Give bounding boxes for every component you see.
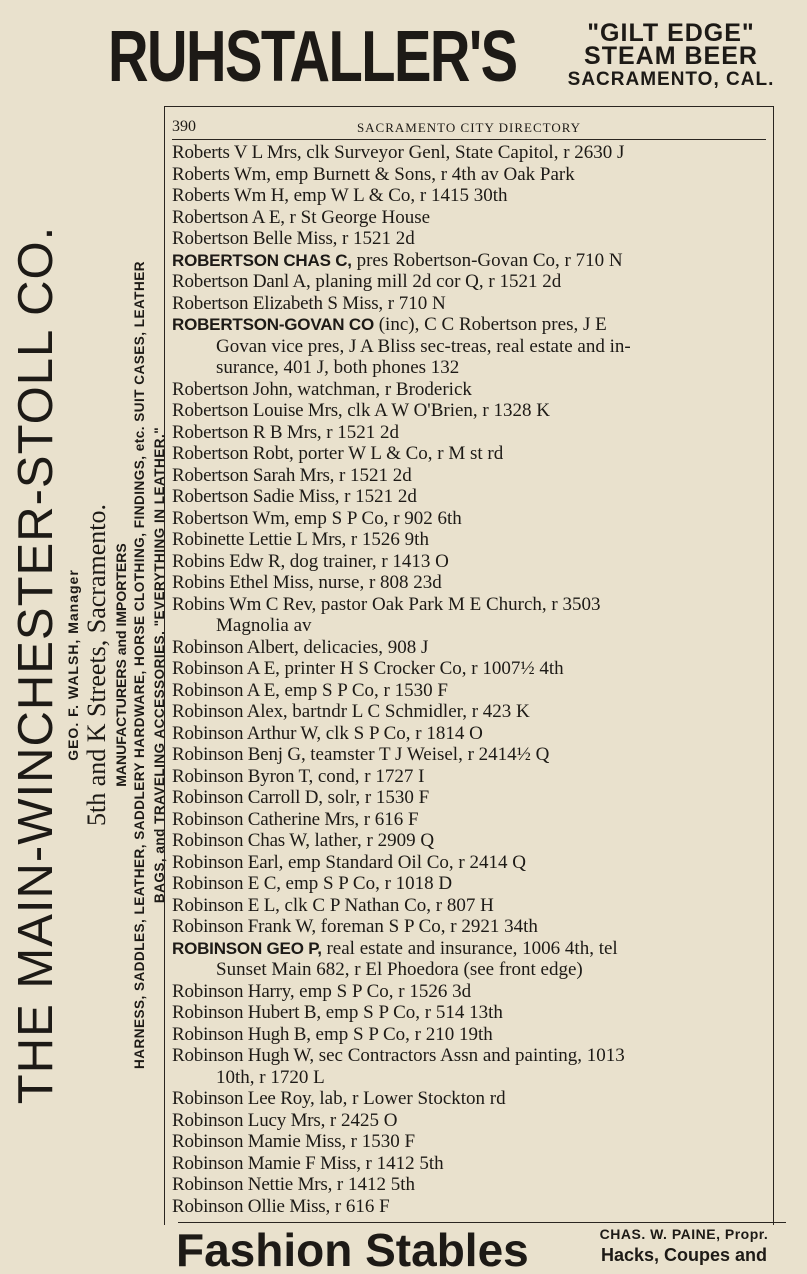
side-ad-goods-2: BAGS, and TRAVELING ACCESSORIES. "EVERYTHING IN LEATHER." [152,426,167,904]
directory-entry [172,1024,772,1046]
entry-details: r 1412 5th [336,1174,415,1195]
entry-details: pres Robertson-Govan Co, r 710 N [356,249,623,271]
entry-details: emp S P Co, r 210 19th [315,1023,493,1045]
bottom-ad-services: Hacks, Coupes and [600,1245,768,1265]
entry-first-line [172,1110,772,1132]
entry-details: r 1521 2d [326,421,400,443]
entry-name: Robertson Louise Mrs, [172,400,343,421]
directory-entry [172,207,772,229]
entry-details: lab, r Lower Stockton rd [319,1088,506,1109]
side-advertisement [0,90,170,1240]
entry-first-line [172,422,772,444]
entry-name: Robertson Danl A, [172,271,311,292]
entry-name: Robinson E L, [172,894,280,916]
directory-entry [172,766,772,788]
directory-entry [172,852,772,874]
entry-name: Robertson Elizabeth S Miss, [172,292,383,314]
entry-details: r 1521 2d [341,228,415,249]
directory-entry [172,1153,772,1175]
entry-first-line [172,637,772,659]
entry-details: r 616 F [334,1195,390,1217]
entry-name: Robinson Frank W, [172,916,316,937]
entry-details: real estate and insurance, 1006 4th, tel [326,937,618,959]
entry-name: Robertson R B Mrs, [172,421,322,443]
entry-details: foreman S P Co, r 2921 34th [320,916,538,937]
entry-first-line [172,400,772,422]
entry-name: Robinson Earl, [172,851,284,873]
directory-entry [172,486,772,508]
entry-first-line [172,895,772,917]
entry-first-line [172,723,772,745]
entry-first-line [172,142,772,164]
directory-entry [172,1045,772,1088]
entry-details: pastor Oak Park M E Church, r 3503 [320,593,601,615]
entry-first-line [172,508,772,530]
entry-first-line [172,766,772,788]
entry-first-line [172,1024,772,1046]
directory-entry [172,938,772,981]
entry-details: clk C P Nathan Co, r 807 H [284,894,494,916]
entry-details: r 710 N [387,292,446,314]
top-ad-slogan [540,19,802,96]
entry-first-line [172,1196,772,1218]
entry-first-line [172,594,772,616]
entry-name: ROBERTSON-GOVAN CO [172,315,374,334]
bottom-ad-details [566,1225,802,1270]
side-ad-address: 5th and K Streets, Sacramento. [82,503,111,827]
entry-name: Robinson Albert, [172,636,299,658]
entry-name: Robertson John, [172,378,293,400]
directory-entry [172,551,772,573]
entry-first-line [172,271,772,293]
directory-entry [172,981,772,1003]
directory-entry [172,271,772,293]
directory-entry [172,1131,772,1153]
side-ad-manager: GEO. F. WALSH, Manager [65,569,81,761]
directory-entry [172,422,772,444]
entry-details: teamster T J Weisel, r 2414½ Q [310,744,550,765]
entry-first-line [172,744,772,766]
entry-name: Roberts Wm H, [172,185,289,206]
entry-name: Robinson Ollie Miss, [172,1195,331,1217]
side-ad-goods-1: HARNESS, SADDLES, LEATHER, SADDLERY HARDWARE, HORSE CLOTHING, FINDINGS, etc. SUIT CASES, LEATHER [132,260,147,1070]
entry-name: Robinson Catherine Mrs, [172,808,359,830]
entry-details: emp S P Co, r 1526 3d [299,980,472,1002]
entry-first-line [172,916,772,938]
directory-entry [172,293,772,315]
bottom-divider [178,1222,786,1223]
directory-entry [172,637,772,659]
entry-first-line [172,809,772,831]
entry-name: Roberts Wm, [172,163,271,185]
entry-name: Robinson Hubert B, [172,1002,321,1023]
bottom-ad-name: Fashion Stables [176,1226,529,1274]
directory-entry [172,1110,772,1132]
entry-name: Robinette Lettie L Mrs, [172,529,347,550]
directory-entry [172,508,772,530]
directory-entry [172,1088,772,1110]
directory-entry [172,228,772,250]
directory-entry [172,873,772,895]
entry-name: Robertson Sarah Mrs, [172,464,335,486]
directory-entry [172,658,772,680]
entry-name: Robins Ethel Miss, [172,572,314,593]
directory-entry [172,809,772,831]
directory-entry [172,142,772,164]
directory-entry [172,185,772,207]
entry-continuation: Magnolia av [216,615,312,636]
entry-first-line [172,379,772,401]
directory-entry [172,895,772,917]
directory-listing [172,142,772,1217]
entry-first-line [172,852,772,874]
entry-first-line [172,701,772,723]
entry-name: Robertson Sadie Miss, [172,486,340,507]
entry-details: emp S P Co, r 1530 F [284,679,448,701]
entry-details: r 1530 F [350,1131,416,1152]
entry-first-line [172,680,772,702]
side-ad-company: THE MAIN-WINCHESTER-STOLL CO. [9,225,63,1105]
directory-entry [172,250,772,272]
directory-entry [172,443,772,465]
directory-entry [172,1002,772,1024]
entry-name: Robinson E C, [172,873,281,894]
directory-entry [172,830,772,852]
entry-name: Robinson Harry, [172,980,295,1002]
entry-name: Robinson Byron T, [172,765,314,787]
entry-first-line [172,873,772,895]
entry-name: Robinson Arthur W, [172,722,321,744]
directory-entry [172,701,772,723]
directory-entry [172,916,772,938]
entry-name: Robinson Nettie Mrs, [172,1174,333,1195]
entry-details: emp Standard Oil Co, r 2414 Q [287,851,526,873]
entry-name: Robinson Benj G, [172,744,306,765]
entry-details: nurse, r 808 23d [318,572,442,593]
entry-first-line [172,658,772,680]
directory-entry [172,744,772,766]
entry-name: Robinson A E, [172,658,280,679]
entry-name: Robinson Lee Roy, [172,1088,315,1109]
entry-name: Robinson Alex, [172,701,288,722]
entry-first-line [172,981,772,1003]
entry-name: Robinson A E, [172,679,280,701]
directory-entry [172,680,772,702]
entry-first-line [172,293,772,315]
entry-continuation: surance, 401 J, both phones 132 [216,357,460,378]
entry-name: Robinson Carroll D, [172,787,323,808]
entry-details: solr, r 1530 F [327,787,430,808]
entry-details: r 1412 5th [365,1152,444,1174]
directory-entry [172,164,772,186]
directory-entry [172,787,772,809]
entry-details: emp S P Co, r 902 6th [294,507,462,529]
top-ad-line-2: STEAM BEER [584,42,758,70]
entry-first-line [172,185,772,207]
entry-name: Robinson Lucy Mrs, [172,1109,326,1131]
entry-name: Robinson Chas W, [172,830,310,851]
entry-details: r 1526 9th [350,529,429,550]
directory-entry [172,379,772,401]
entry-details: r 1521 2d [338,464,412,486]
entry-continuation: 10th, r 1720 L [216,1066,325,1088]
entry-name: Robinson Hugh B, [172,1023,311,1045]
page-header [172,117,766,140]
entry-first-line [172,551,772,573]
bottom-ad-proprietor: CHAS. W. PAINE, Propr. [599,1226,769,1242]
directory-entry [172,465,772,487]
entry-name: Robertson Wm, [172,507,290,529]
entry-details: watchman, r Broderick [297,378,472,400]
entry-details: cond, r 1727 I [317,765,425,787]
entry-name: Robinson Hugh W, [172,1045,314,1066]
top-ad-line-1: "GILT EDGE" [587,19,755,47]
entry-name: Robins Edw R, [172,550,285,572]
entry-details: clk Surveyor Genl, State Capitol, r 2630 J [306,142,625,163]
entry-name: Robinson Mamie F Miss, [172,1152,361,1174]
entry-first-line [172,164,772,186]
entry-name: ROBERTSON CHAS C, [172,250,352,270]
entry-details: r 2425 O [329,1109,398,1131]
entry-details: lather, r 2909 Q [314,830,435,851]
entry-first-line [172,443,772,465]
entry-continuation: Govan vice pres, J A Bliss sec-treas, real estate and in- [216,335,631,357]
running-head: SACRAMENTO CITY DIRECTORY [356,120,582,135]
directory-entry [172,594,772,637]
entry-name: Robinson Mamie Miss, [172,1131,346,1152]
entry-first-line [172,1131,772,1153]
entry-first-line [172,314,772,336]
entry-details: dog trainer, r 1413 O [289,550,449,572]
entry-name: Robertson Robt, [172,443,294,464]
directory-entry [172,314,772,379]
entry-details: porter W L & Co, r M st rd [298,443,504,464]
entry-details: clk A W O'Brien, r 1328 K [347,400,550,421]
page-number: 390 [172,118,196,135]
entry-details: r 1521 2d [344,486,417,507]
entry-details: printer H S Crocker Co, r 1007½ 4th [284,658,564,679]
entry-continuation: Sunset Main 682, r El Phoedora (see front edge) [216,959,583,980]
entry-details: clk S P Co, r 1814 O [325,722,483,744]
side-ad-tagline: MANUFACTURERS and IMPORTERS [113,543,129,787]
entry-first-line [172,486,772,508]
entry-details: r 616 F [363,808,419,830]
top-ad-brand: RUHSTALLER'S [108,17,517,97]
entry-details: sec Contractors Assn and painting, 1013 [318,1045,625,1066]
entry-details: (inc), C C Robertson pres, J E [378,314,607,335]
entry-first-line [172,250,772,272]
entry-details: emp S P Co, r 1018 D [285,873,453,894]
directory-entry [172,529,772,551]
entry-first-line [172,465,772,487]
entry-details: emp S P Co, r 514 13th [325,1002,503,1023]
entry-first-line [172,1088,772,1110]
directory-entry [172,400,772,422]
entry-first-line [172,572,772,594]
entry-first-line [172,1153,772,1175]
directory-entry [172,723,772,745]
entry-first-line [172,529,772,551]
directory-entry [172,572,772,594]
entry-details: emp W L & Co, r 1415 30th [293,185,508,206]
entry-name: Robertson A E, [172,206,285,228]
entry-details: r St George House [289,206,431,228]
entry-name: Robertson Belle Miss, [172,228,338,249]
entry-details: bartndr L C Schmidler, r 423 K [292,701,530,722]
entry-details: emp Burnett & Sons, r 4th av Oak Park [275,163,575,185]
entry-name: Robins Wm C Rev, [172,593,317,615]
entry-first-line [172,207,772,229]
directory-entry [172,1174,772,1196]
entry-name: Roberts V L Mrs, [172,142,302,163]
entry-details: planing mill 2d cor Q, r 1521 2d [315,271,562,292]
entry-details: delicacies, 908 J [303,636,429,658]
entry-first-line [172,1174,772,1196]
entry-first-line [172,228,772,250]
entry-first-line [172,1045,772,1067]
entry-name: ROBINSON GEO P, [172,938,322,958]
entry-first-line [172,830,772,852]
top-ad-line-3: SACRAMENTO, CAL. [567,69,775,90]
entry-first-line [172,1002,772,1024]
directory-entry [172,1196,772,1218]
entry-first-line [172,787,772,809]
entry-first-line [172,938,772,960]
